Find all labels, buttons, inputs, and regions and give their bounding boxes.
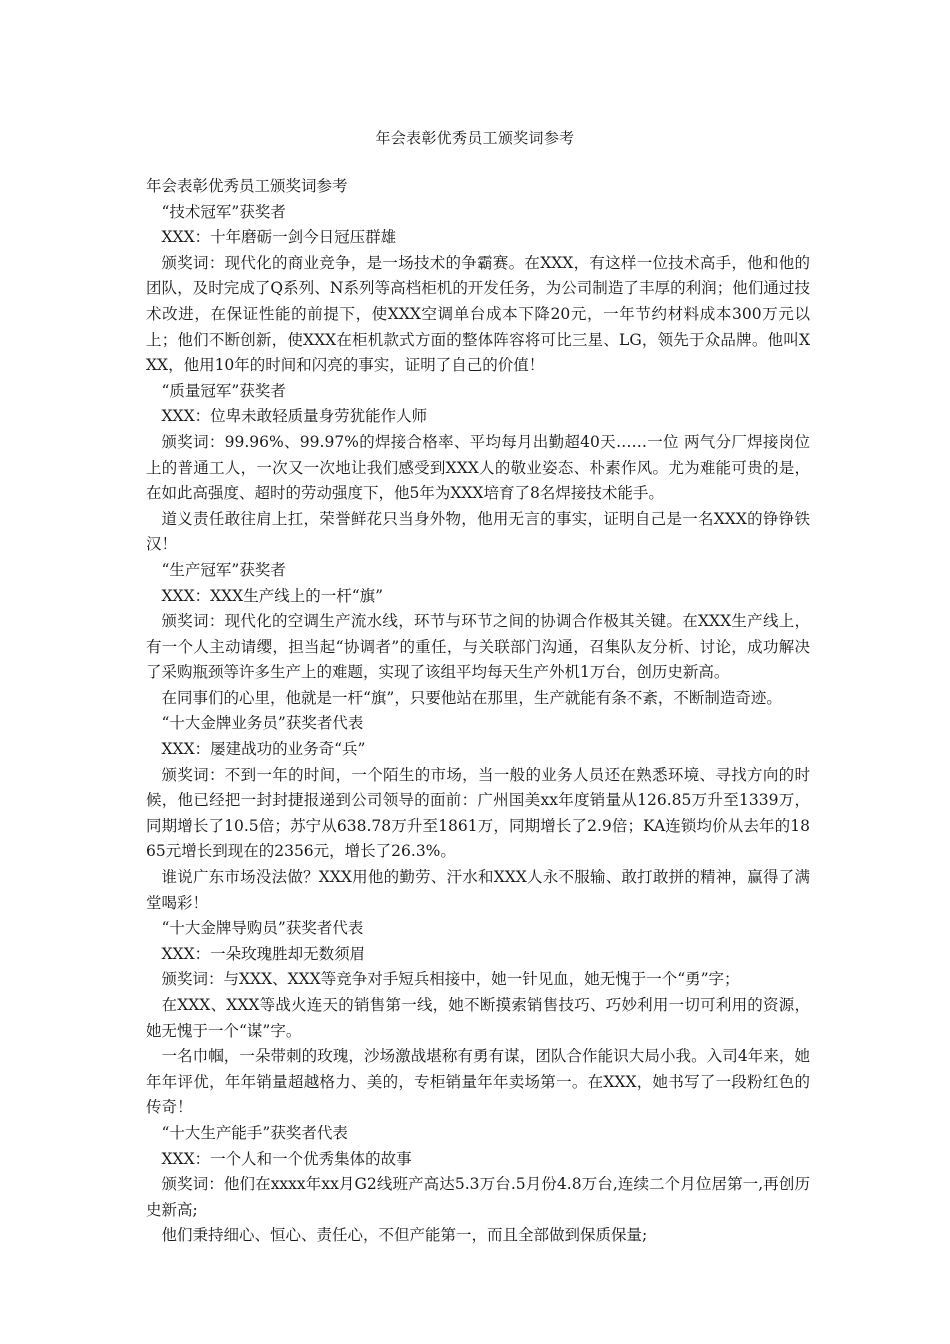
award-speech-production-cont: 在同事们的心里，他就是一杆“旗”，只要他站在那里，生产就能有条不紊，不断制造奇迹。 [161, 688, 782, 707]
award-heading-tech: “技术冠军”获奖者 [161, 202, 286, 221]
body-heading: 年会表彰优秀员工颁奖词参考 [146, 177, 348, 195]
award-speech-quality-cont: 道义责任敢往肩上扛，荣誉鲜花只当身外物，他用无言的事实，证明自己是一名XXX的铮铮铁汉！ [146, 509, 810, 554]
document-body [146, 174, 810, 1249]
awardee-line-production: XXX：XXX生产线上的一杆“旗” [161, 586, 384, 605]
award-speech-shopping-guide-cont: 在XXX、XXX等战火连天的销售第一线，她不断摸索销售技巧、巧妙利用一切可利用的资源，她无愧于一个“谋”字。 [146, 996, 810, 1040]
awardee-line-production-expert: XXX：一个人和一个优秀集体的故事 [161, 1149, 412, 1168]
award-speech-production-expert-cont: 他们秉持细心、恒心、责任心，不但产能第一，而且全部做到保质保量; [161, 1226, 648, 1245]
award-speech-quality: 颁奖词：99.96%、99.97%的焊接合格率、平均每月出勤超40天……一位 两气分厂焊接岗位上的普通工人，一次又一次地让我们感受到XXX人的敬业姿态、朴素作风。尤为难能可贵的是，在如此高强度、超时的劳动强度下，他5年为XXX培育了8名焊接技术能手。 [146, 432, 810, 503]
awardee-line-sales: XXX：屡建战功的业务奇“兵” [161, 740, 366, 759]
award-speech-sales: 颁奖词：不到一年的时间，一个陌生的市场，当一般的业务人员还在熟悉环境、寻找方向的时候，他已经把一封封捷报递到公司领导的面前：广州国美xx年度销量从126.85万升至1339万，同期增长了10.5倍；苏宁从638.78万升至1861万，同期增长了2.9倍；KA连锁均价从去年的1865元增长到现在的2356元，增长了26.3%。 [146, 765, 810, 861]
award-speech-shopping-guide: 颁奖词：与XXX、XXX等竞争对手短兵相接中，她一针见血，她无愧于一个“勇”字； [161, 970, 740, 989]
awardee-line-quality: XXX：位卑未敢轻质量身劳犹能作人师 [161, 407, 428, 426]
award-heading-production: “生产冠军”获奖者 [161, 560, 286, 579]
awardee-line-tech: XXX：十年磨砺一剑今日冠压群雄 [161, 228, 397, 247]
award-speech-sales-cont: 谁说广东市场没法做？XXX用他的勤劳、汗水和XXX人永不服输、敢打敢拼的精神，赢得了满堂喝彩！ [146, 868, 810, 912]
award-speech-production: 颁奖词：现代化的空调生产流水线，环节与环节之间的协调合作极其关键。在XXX生产线上，有一个人主动请缨，担当起“协调者”的重任，与关联部门沟通，召集队友分析、讨论，成功解决了采购瓶颈等许多生产上的难题，实现了该组平均每天生产外机1万台，创历史新高。 [146, 612, 810, 682]
award-speech-production-expert: 颁奖词：他们在xxxx年xx月G2线班产高达5.3万台.5月份4.8万台,连续二个月位居第一,再创历史新高; [146, 1175, 810, 1219]
award-speech-shopping-guide-end: 一名巾帼，一朵带刺的玫瑰，沙场激战堪称有勇有谋，团队合作能识大局小我。入司4年来，她年年评优，年年销量超越格力、美的，专柜销量年年卖场第一。在XXX，她书写了一段粉红色的传奇！ [146, 1047, 810, 1117]
award-heading-shopping-guide: “十大金牌导购员”获奖者代表 [161, 919, 364, 938]
awardee-line-shopping-guide: XXX：一朵玫瑰胜却无数须眉 [161, 944, 366, 963]
award-heading-production-expert: “十大生产能手”获奖者代表 [161, 1123, 348, 1142]
document-title: 年会表彰优秀员工颁奖词参考 [375, 129, 575, 147]
award-heading-quality: “质量冠军”获奖者 [161, 381, 286, 400]
award-heading-sales: “十大金牌业务员”获奖者代表 [161, 714, 364, 733]
award-speech-tech: 颁奖词：现代化的商业竞争，是一场技术的争霸赛。在XXX，有这样一位技术高手，他和他的团队，及时完成了Q系列、N系列等高档柜机的开发任务，为公司制造了丰厚的利润；他们通过技术改进，在保证性能的前提下，使XXX空调单台成本下降20元，一年节约材料成本300万元以上；他们不断创新，使XXX在柜机款式方面的整体阵容将可比三星、LG，领先于众品牌。他叫XXX，他用10年的时间和闪亮的事实，证明了自己的价值！ [146, 253, 810, 375]
